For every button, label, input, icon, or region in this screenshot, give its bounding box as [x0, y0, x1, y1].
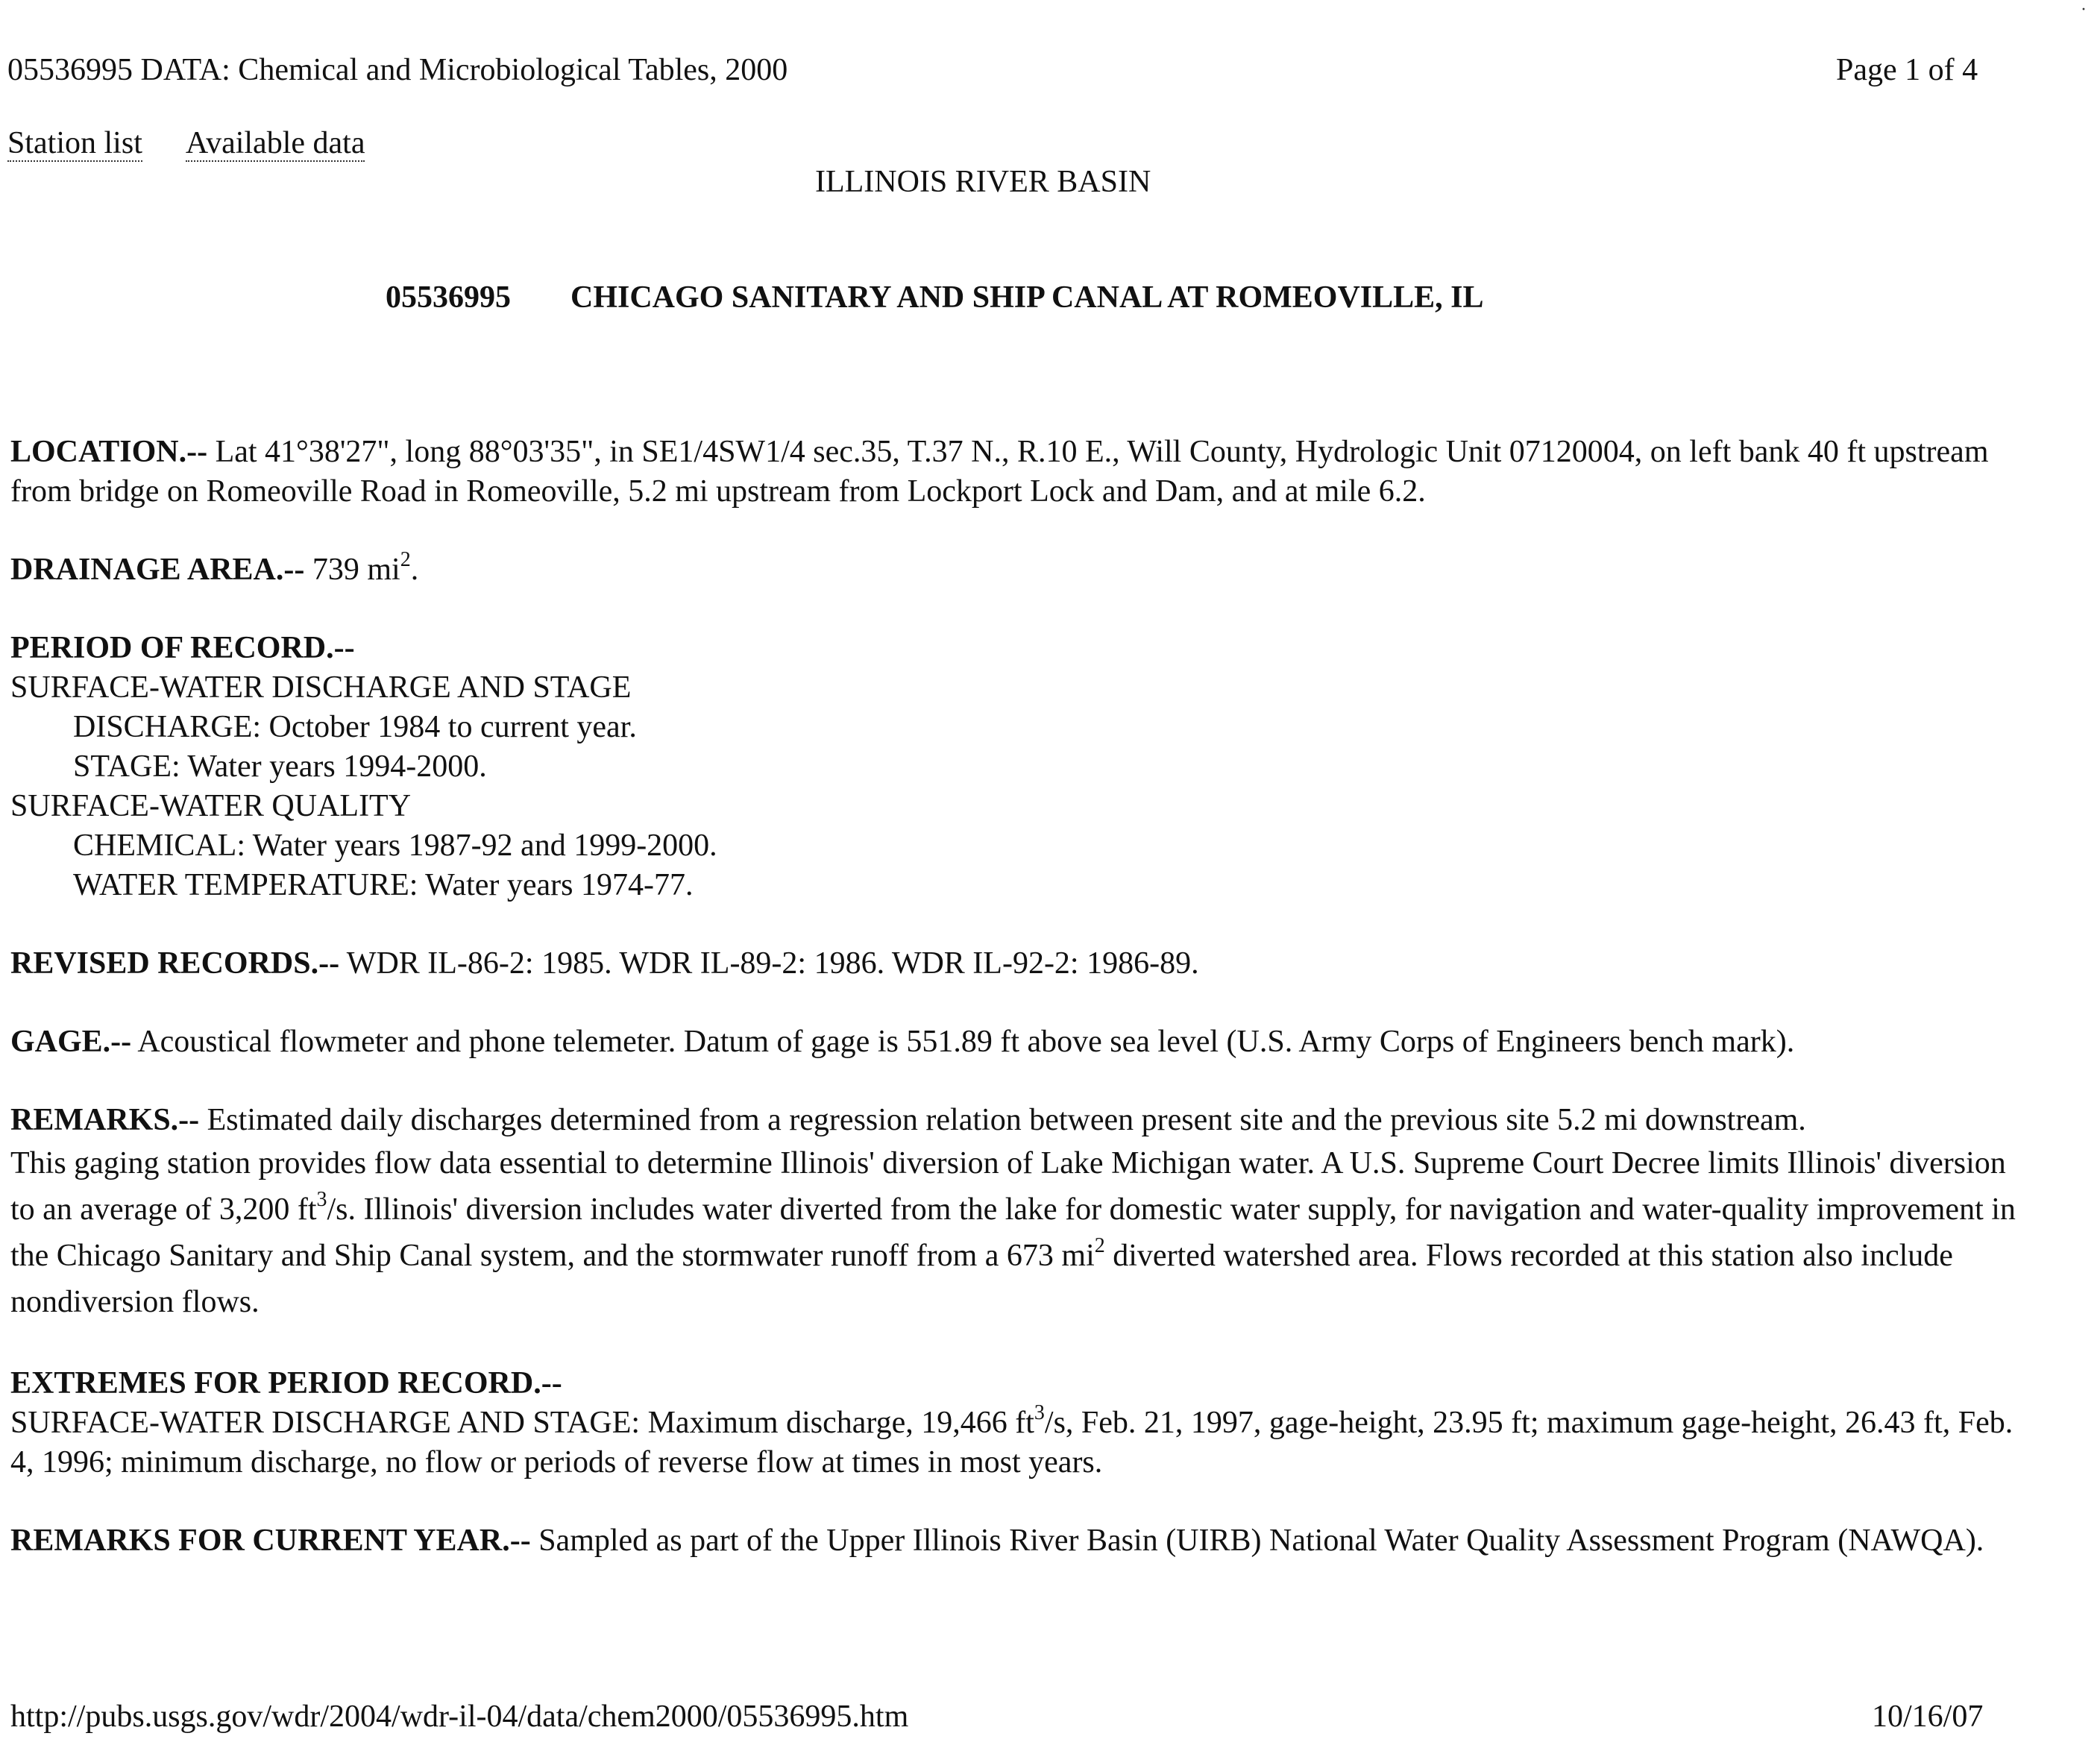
nav-links [7, 125, 365, 161]
remarks-text-1: Estimated daily discharges determined from a regression relation between present site and the previous site 5.2 mi downstream. [199, 1103, 1806, 1137]
basin-heading: ILLINOIS RIVER BASIN [815, 165, 1151, 199]
station-id: 05536995 [386, 280, 511, 315]
location-text: Lat 41°38'27", long 88°03'35", in SE1/4SW1/4 sec.35, T.37 N., R.10 E., Will County, Hydrologic Unit 07120004, on left bank 40 ft upstream from bridge on Romeoville Road in Romeoville, 5.2 mi upstream from Lockport Lock and Dam, and at mile 6.2. [10, 435, 1989, 509]
location-label: LOCATION.-- [10, 435, 208, 469]
remarks-section [10, 1101, 2016, 1325]
remarks-current-year-label: REMARKS FOR CURRENT YEAR.-- [10, 1524, 531, 1558]
document-header-title: 05536995 DATA: Chemical and Microbiological Tables, 2000 [7, 53, 788, 87]
page-number: Page 1 of 4 [1836, 53, 1978, 87]
extremes-text-b: /s, Feb. 21, 1997, gage-height, 23.95 ft; maximum gage-height, 26.43 ft, Feb. 4, 1996; minimum discharge, no flow or periods of reverse flow at times in most years. [10, 1406, 2013, 1480]
location-section [10, 433, 2016, 512]
extremes-section [10, 1364, 2016, 1482]
extremes-label: EXTREMES FOR PERIOD RECORD.-- [10, 1366, 562, 1400]
period-of-record-label: PERIOD OF RECORD.-- [10, 631, 355, 665]
water-temperature-record: WATER TEMPERATURE: Water years 1974-77. [73, 868, 694, 902]
stage-record: STAGE: Water years 1994-2000. [73, 749, 487, 784]
gage-section [10, 1022, 2016, 1062]
extremes-text [10, 1403, 2016, 1482]
available-data-link[interactable]: Available data [185, 126, 365, 160]
extremes-text-a: SURFACE-WATER DISCHARGE AND STAGE: Maximum discharge, 19,466 ft [10, 1406, 1034, 1440]
remarks-label: REMARKS.-- [10, 1103, 200, 1137]
drainage-area-section [10, 550, 2016, 590]
revised-records-label: REVISED RECORDS.-- [10, 946, 340, 981]
remarks-superscript-2: 2 [1094, 1234, 1105, 1257]
sw-quality-heading: SURFACE-WATER QUALITY [10, 789, 412, 823]
remarks-paragraph-2 [10, 1140, 2016, 1325]
gage-label: GAGE.-- [10, 1025, 132, 1059]
remarks-text-2a: This gaging station provides flow data essential to determine Illinois' diversion of Lake Michigan water. A U.S. Supreme Court Decree limits Illinois' diversion to an average of 3,200 ft [10, 1146, 2006, 1227]
station-name: CHICAGO SANITARY AND SHIP CANAL AT ROMEOVILLE, IL [570, 280, 1484, 315]
remarks-current-year-section [10, 1521, 2016, 1561]
drainage-area-end: . [410, 553, 419, 587]
revised-records-text: WDR IL-86-2: 1985. WDR IL-89-2: 1986. WDR IL-92-2: 1986-89. [339, 946, 1199, 981]
drainage-area-label: DRAINAGE AREA.-- [10, 553, 305, 587]
remarks-current-year-text: Sampled as part of the Upper Illinois River Basin (UIRB) National Water Quality Assessment Program (NAWQA). [530, 1524, 1984, 1558]
footer-date: 10/16/07 [1872, 1699, 1984, 1734]
remarks-paragraph-1 [10, 1101, 2016, 1140]
remarks-superscript-1: 3 [316, 1188, 327, 1211]
chemical-record: CHEMICAL: Water years 1987-92 and 1999-2000. [73, 828, 717, 863]
revised-records-section [10, 944, 2016, 984]
station-description [10, 433, 2016, 1561]
station-list-link[interactable]: Station list [7, 126, 142, 160]
station-title [386, 280, 1484, 315]
drainage-area-value: 739 mi [304, 553, 400, 587]
remarks-text-2b: /s. Illinois' diversion includes water diverted from the lake for domestic water supply, for navigation and water-quality improvement in the Chicago Sanitary and Ship Canal system, and the stormwater runoff from a 673 mi [10, 1192, 2016, 1273]
corner-mark: · [2081, 0, 2087, 19]
remarks-text-2c: diverted watershed area. Flows recorded at this station also include nondiversion flows. [10, 1239, 1953, 1319]
footer-url: http://pubs.usgs.gov/wdr/2004/wdr-il-04/data/chem2000/05536995.htm [10, 1699, 909, 1734]
discharge-record: DISCHARGE: October 1984 to current year. [73, 710, 637, 744]
period-of-record-section [10, 629, 2016, 905]
sw-discharge-heading: SURFACE-WATER DISCHARGE AND STAGE [10, 670, 632, 705]
extremes-superscript: 3 [1034, 1401, 1045, 1424]
drainage-area-superscript: 2 [400, 548, 411, 571]
gage-text: Acoustical flowmeter and phone telemeter. Datum of gage is 551.89 ft above sea level (U.S. Army Corps of Engineers bench mark). [131, 1025, 1795, 1059]
